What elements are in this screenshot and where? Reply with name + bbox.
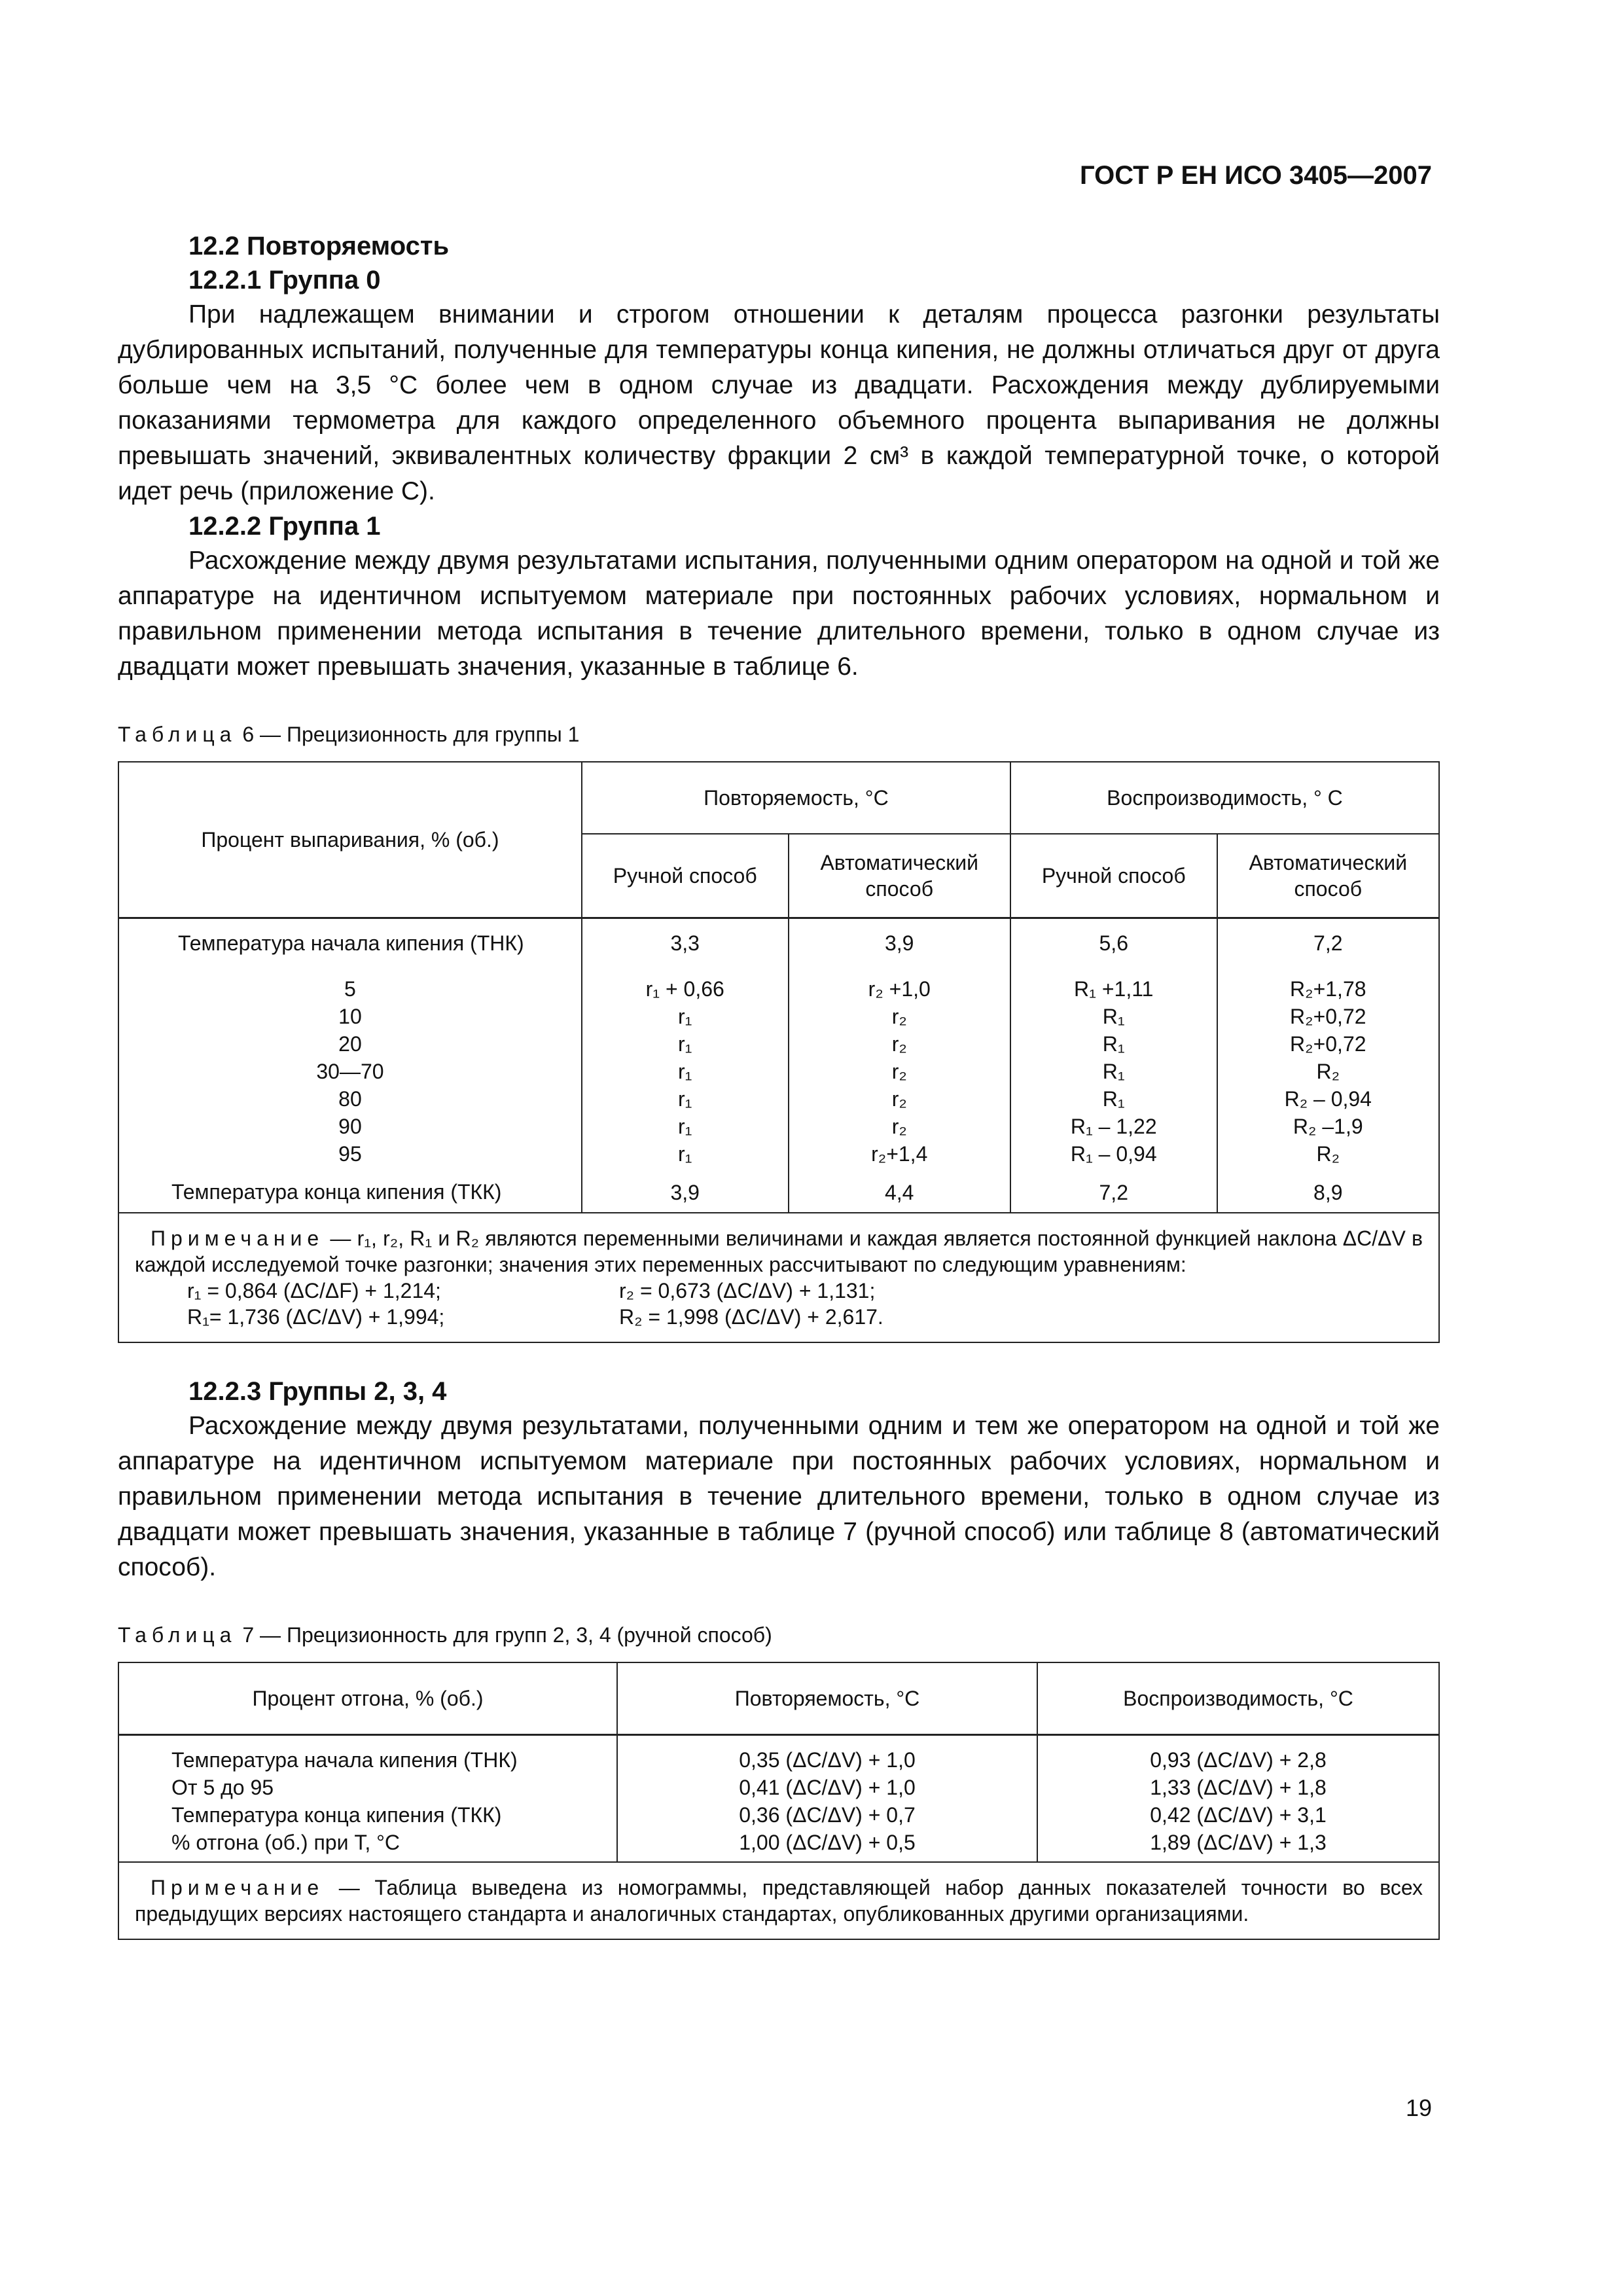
- table6-R1-value: R₁ +1,11: [1074, 977, 1154, 1001]
- table7-repeat-value: 0,36 (ΔC/ΔV) + 0,7: [739, 1803, 916, 1827]
- table6-eq3: R₁= 1,736 (ΔC/ΔV) + 1,994;: [187, 1305, 445, 1329]
- table6-r2-value: r₂: [891, 1087, 907, 1111]
- table6-caption: Таблица 6 — Прецизионность для группы 1: [118, 723, 580, 746]
- table6-percent-value: 20: [338, 1032, 362, 1056]
- table7-col-reproducibility: Воспроизводимость, °С: [1037, 1662, 1439, 1735]
- table6-r2-list: [796, 975, 1003, 1168]
- table6-R1-cell: [1010, 918, 1217, 1174]
- table6-sub-manual-1: Ручной способ: [582, 834, 789, 918]
- table6-eq4: R₂ = 1,998 (ΔC/ΔV) + 2,617.: [619, 1305, 883, 1329]
- table7-repeat-value: 0,35 (ΔC/ΔV) + 1,0: [739, 1748, 916, 1772]
- table6-label-cell: [118, 918, 582, 1174]
- table6-r1-value: r₁: [677, 1142, 692, 1166]
- table6-row-ibp-label: Температура начала кипения (ТНК): [178, 931, 524, 955]
- table6-R1-value: R₁: [1102, 1060, 1125, 1083]
- table6-fbp-value: 3,9: [582, 1173, 789, 1213]
- table6-percent-value: 80: [338, 1087, 362, 1111]
- table7-col-percent: Процент отгона, % (об.): [118, 1662, 617, 1735]
- table6-percent-value: 10: [338, 1005, 362, 1028]
- page-content: [118, 229, 1440, 1940]
- table6-eq2: r₂ = 0,673 (ΔC/ΔV) + 1,131;: [619, 1279, 876, 1302]
- table6-eq1: r₁ = 0,864 (ΔC/ΔF) + 1,214;: [187, 1279, 441, 1302]
- table6-fbp-value: 8,9: [1217, 1173, 1439, 1213]
- table7-reprod-value: 1,89 (ΔC/ΔV) + 1,3: [1150, 1831, 1327, 1854]
- table7-row-label: Температура конца кипения (ТКК): [171, 1803, 502, 1827]
- table6-r1-cell: [582, 918, 789, 1174]
- table7-row-label: Температура начала кипения (ТНК): [171, 1748, 518, 1772]
- table6-percent-value: 5: [344, 977, 356, 1001]
- table6-r1-list: [589, 975, 781, 1168]
- table6-R2-list: [1224, 975, 1432, 1168]
- table6-r2-cell: [789, 918, 1010, 1174]
- table6-percent-value: 30—70: [316, 1060, 384, 1083]
- table6-r2-value: r₂: [891, 1060, 907, 1083]
- table6-ibp-value: 7,2: [1313, 931, 1343, 955]
- table6-R2-cell: [1217, 918, 1439, 1174]
- table6-R1-value: R₁ – 1,22: [1070, 1115, 1157, 1138]
- table6-r1-value: r₁ + 0,66: [645, 977, 724, 1001]
- table6-percent-list: [126, 975, 575, 1168]
- table6-percent-value: 90: [338, 1115, 362, 1138]
- section-12-2-2-title: 12.2.2 Группа 1: [188, 512, 381, 541]
- table6-ibp-value: 5,6: [1099, 931, 1128, 955]
- table6-R1-list: [1018, 975, 1210, 1168]
- table6-r2-value: r₂+1,4: [871, 1142, 928, 1166]
- section-12-2-1-text: При надлежащем внимании и строгом отношении к деталям процесса разгонки результаты дублированных испытаний, полученные для температуры конца кипения, не должны отличаться друг от друга больше чем на 3,5 °С более чем в одном случае из двадцати. Расхождения между дублируемыми показаниями термометра для каждого определенного объемного процента выпаривания не должны превышать значений, эквивалентных количеству фракции 2 см³ в каждой температурной точке, о которой идет речь (приложение С).: [118, 300, 1440, 505]
- table6-R1-value: R₁: [1102, 1032, 1125, 1056]
- table7-label-list: [118, 1735, 617, 1863]
- table6-r2-value: r₂: [891, 1115, 907, 1138]
- table7-repeat-value: 0,41 (ΔC/ΔV) + 1,0: [739, 1776, 916, 1799]
- table6-r1-value: r₁: [677, 1087, 692, 1111]
- table7-repeat-value: 1,00 (ΔC/ΔV) + 0,5: [739, 1831, 916, 1854]
- page-number: 19: [1405, 2094, 1432, 2121]
- table6-row-fbp-label: Температура конца кипения (ТКК): [118, 1173, 582, 1213]
- table6-R2-value: R₂: [1316, 1142, 1340, 1166]
- table6-R1-value: R₁ – 0,94: [1070, 1142, 1157, 1166]
- table6-note-text: — r₁, r₂, R₁ и R₂ являются переменными величинами и каждая является постоянной функцией наклона ΔC/ΔV в каждой исследуемой точке разгонки; значения этих переменных рассчитывают по следующим уравнениям:: [135, 1227, 1423, 1276]
- table6-fbp-value: 4,4: [789, 1173, 1010, 1213]
- document-header: ГОСТ Р ЕН ИСО 3405—2007: [1079, 161, 1432, 190]
- section-12-2-3-text: Расхождение между двумя результатами, полученными одним и тем же оператором на одной и той же аппаратуре на идентичном испытуемом материале при постоянных рабочих условиях, нормальном и правильном применении метода испытания в течение длительного времени, только в одном случае из двадцати может превышать значения, указанные в таблице 7 (ручной способ) или таблице 8 (автоматический способ).: [118, 1412, 1440, 1581]
- table6-r1-value: r₁: [677, 1005, 692, 1028]
- table6-r1-value: r₁: [677, 1115, 692, 1138]
- table6-r1-value: r₁: [677, 1060, 692, 1083]
- table6-R2-value: R₂+0,72: [1290, 1032, 1366, 1056]
- table6-col-repeatability: Повторяемость, °С: [582, 762, 1010, 834]
- table6-R2-value: R₂+1,78: [1290, 977, 1366, 1001]
- table6-note-word: Примечание: [151, 1227, 325, 1250]
- table6-col-percent: Процент выпаривания, % (об.): [118, 762, 582, 918]
- table6-sub-manual-2: Ручной способ: [1010, 834, 1217, 918]
- table6-r1-value: r₁: [677, 1032, 692, 1056]
- table7-col-repeatability: Повторяемость, °С: [617, 1662, 1037, 1735]
- table6-ibp-value: 3,9: [884, 931, 914, 955]
- table6-ibp-value: 3,3: [670, 931, 700, 955]
- table7-reprod-list: [1037, 1735, 1439, 1863]
- section-12-2-title: 12.2 Повторяемость: [188, 232, 450, 260]
- table6-sub-auto-2: Автоматический способ: [1217, 834, 1439, 918]
- table6-r2-value: r₂: [891, 1005, 907, 1028]
- table7-caption: Таблица 7 — Прецизионность для групп 2, 3, 4 (ручной способ): [118, 1623, 772, 1647]
- table6-col-reproducibility: Воспроизводимость, ° С: [1010, 762, 1439, 834]
- table7-note: [118, 1862, 1439, 1939]
- table6-R2-value: R₂: [1316, 1060, 1340, 1083]
- table7-reprod-value: 0,42 (ΔC/ΔV) + 3,1: [1150, 1803, 1327, 1827]
- table6-R1-value: R₁: [1102, 1005, 1125, 1028]
- table-7: [118, 1662, 1440, 1940]
- table7-row-label: % отгона (об.) при T, °С: [171, 1831, 401, 1854]
- table6-sub-auto-1: Автоматический способ: [789, 834, 1010, 918]
- table6-fbp-value: 7,2: [1010, 1173, 1217, 1213]
- table7-repeat-list: [617, 1735, 1037, 1863]
- table7-reprod-value: 0,93 (ΔC/ΔV) + 2,8: [1150, 1748, 1327, 1772]
- table6-r2-value: r₂: [891, 1032, 907, 1056]
- table7-note-text: — Таблица выведена из номограммы, представляющей набор данных показателей точности во всех предыдущих версиях настоящего стандарта и аналогичных стандартах, опубликованных другими организациями.: [135, 1876, 1423, 1926]
- section-12-2-2-text: Расхождение между двумя результатами испытания, полученными одним оператором на одной и той же аппаратуре на идентичном испытуемом материале при постоянных рабочих условиях, нормальном и правильном применении метода испытания в течение длительного времени, только в одном случае из двадцати может превышать значения, указанные в таблице 6.: [118, 547, 1440, 681]
- section-12-2-3-title: 12.2.3 Группы 2, 3, 4: [188, 1377, 447, 1406]
- table6-R2-value: R₂ – 0,94: [1284, 1087, 1372, 1111]
- table6-r2-value: r₂ +1,0: [868, 977, 931, 1001]
- table7-note-word: Примечание: [151, 1876, 325, 1899]
- section-12-2-1-title: 12.2.1 Группа 0: [188, 266, 381, 295]
- table7-reprod-value: 1,33 (ΔC/ΔV) + 1,8: [1150, 1776, 1327, 1799]
- table7-row-label: От 5 до 95: [171, 1776, 274, 1799]
- table6-note: [118, 1213, 1439, 1342]
- table-6: [118, 761, 1440, 1343]
- table6-R1-value: R₁: [1102, 1087, 1125, 1111]
- table6-R2-value: R₂+0,72: [1290, 1005, 1366, 1028]
- table6-R2-value: R₂ –1,9: [1293, 1115, 1363, 1138]
- table6-percent-value: 95: [338, 1142, 362, 1166]
